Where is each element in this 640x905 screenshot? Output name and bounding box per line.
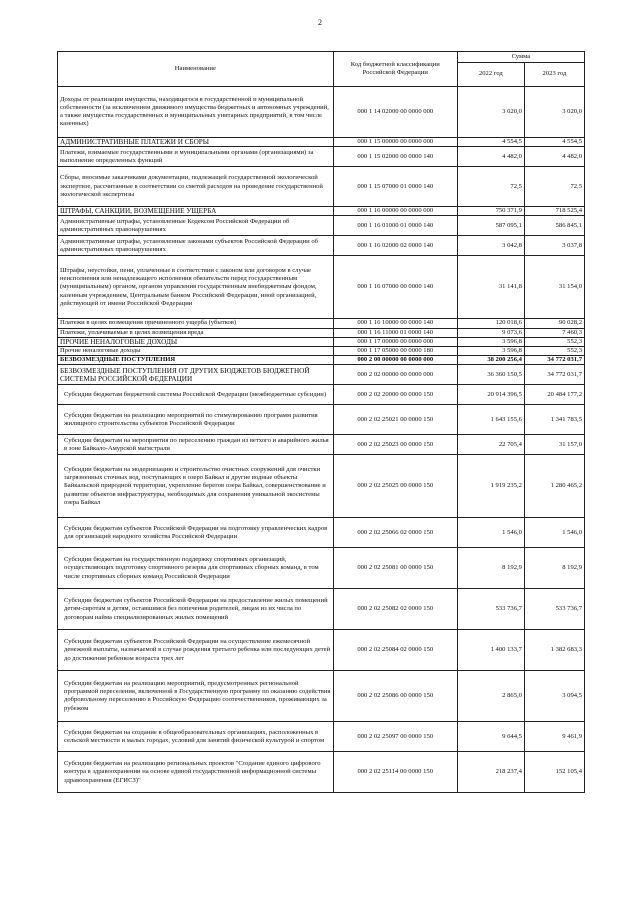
row-sum-2023: 31 154,0 bbox=[524, 256, 584, 319]
row-sum-2022: 3 020,0 bbox=[457, 87, 524, 138]
table-row bbox=[58, 328, 585, 337]
table-row bbox=[58, 589, 585, 630]
table-row bbox=[58, 405, 585, 435]
row-sum-2022: 1 546,0 bbox=[457, 518, 524, 548]
row-name: Субсидии бюджетам на реализацию региональных проектов "Создание единого цифрового контура в здравоохранении на основе единой государственной информационной системы здравоохранения (ЕГИСЗ)" bbox=[58, 752, 334, 793]
row-sum-2023: 8 192,9 bbox=[524, 548, 584, 589]
row-sum-2023: 34 772 031,7 bbox=[524, 356, 584, 365]
table-row bbox=[58, 347, 585, 356]
row-sum-2022: 36 360 150,5 bbox=[457, 365, 524, 385]
row-sum-2023: 20 484 177,2 bbox=[524, 385, 584, 405]
row-code: 000 1 15 02000 00 0000 140 bbox=[333, 147, 457, 167]
row-code: 000 2 02 25114 00 0000 150 bbox=[333, 752, 457, 793]
row-sum-2022: 533 736,7 bbox=[457, 589, 524, 630]
row-sum-2022: 8 192,9 bbox=[457, 548, 524, 589]
row-sum-2022: 72,5 bbox=[457, 167, 524, 207]
row-code: 000 2 02 25023 00 0000 150 bbox=[333, 435, 457, 455]
row-code: 000 2 02 25084 02 0000 150 bbox=[333, 630, 457, 671]
row-sum-2022: 2 865,0 bbox=[457, 671, 524, 722]
row-sum-2022: 9 073,6 bbox=[457, 328, 524, 337]
row-name: Доходы от реализации имущества, находящегося в государственной и муниципальной собственности (за исключением движимого имущества бюджетных и автономных учреждений, а также имущества государственных и муниципальных унитарных предприятий, в том числе казенных) bbox=[58, 87, 334, 138]
row-sum-2022: 31 141,8 bbox=[457, 256, 524, 319]
row-code: 000 2 02 25082 02 0000 150 bbox=[333, 589, 457, 630]
table-row bbox=[58, 236, 585, 256]
row-sum-2023: 34 772 031,7 bbox=[524, 365, 584, 385]
row-sum-2022: 120 018,6 bbox=[457, 319, 524, 328]
header-code: Код бюджетной классификации Российской Федерации bbox=[333, 52, 457, 87]
row-code: 000 2 02 25081 00 0000 150 bbox=[333, 548, 457, 589]
row-sum-2022: 38 200 256,4 bbox=[457, 356, 524, 365]
row-sum-2023: 3 020,0 bbox=[524, 87, 584, 138]
row-name: АДМИНИСТРАТИВНЫЕ ПЛАТЕЖИ И СБОРЫ bbox=[58, 138, 334, 147]
row-code: 000 2 02 25066 02 0000 150 bbox=[333, 518, 457, 548]
row-name: Субсидии бюджетам субъектов Российской Федерации на осуществление ежемесячной денежной выплаты, назначаемой в случае рождения третьего ребенка или последующих детей до достижения ребенком возраста трех лет bbox=[58, 630, 334, 671]
row-name: ШТРАФЫ, САНКЦИИ, ВОЗМЕЩЕНИЕ УЩЕРБА bbox=[58, 207, 334, 216]
row-sum-2022: 587 095,1 bbox=[457, 216, 524, 236]
row-name: Платежи, уплачиваемые в целях возмещения вреда bbox=[58, 328, 334, 337]
row-sum-2022: 20 914 396,5 bbox=[457, 385, 524, 405]
row-code: 000 2 02 20000 00 0000 150 bbox=[333, 385, 457, 405]
row-code: 000 2 02 25021 00 0000 150 bbox=[333, 405, 457, 435]
row-code: 000 1 15 00000 00 0000 000 bbox=[333, 138, 457, 147]
row-name: Административные штрафы, установленные законами субъектов Российской Федерации об административных правонарушениях bbox=[58, 236, 334, 256]
row-sum-2023: 552,3 bbox=[524, 337, 584, 346]
row-code: 000 1 17 00000 00 0000 000 bbox=[333, 337, 457, 346]
row-name: Платежи, взимаемые государственными и муниципальными органами (организациями) за выполнение определенных функций bbox=[58, 147, 334, 167]
row-name: Субсидии бюджетам на реализацию мероприятий, предусмотренных региональной программой переселения, включенной в Государственную программу по оказанию содействия добровольному переселению в Российскую Федерацию соотечественников, проживающих за рубежом bbox=[58, 671, 334, 722]
table-body bbox=[58, 87, 585, 793]
row-code: 000 2 02 25086 00 0000 150 bbox=[333, 671, 457, 722]
table-row bbox=[58, 722, 585, 752]
table-row bbox=[58, 87, 585, 138]
table-row bbox=[58, 518, 585, 548]
row-code: 000 2 00 00000 00 0000 000 bbox=[333, 356, 457, 365]
row-name: Субсидии бюджетам на реализацию мероприятий по стимулированию программ развития жилищного строительства субъектов Российской Федерации bbox=[58, 405, 334, 435]
row-sum-2022: 4 482,0 bbox=[457, 147, 524, 167]
row-code: 000 2 02 25097 00 0000 150 bbox=[333, 722, 457, 752]
page-number: 2 bbox=[318, 18, 322, 27]
row-sum-2023: 3 094,5 bbox=[524, 671, 584, 722]
row-name: Субсидии бюджетам на создание в общеобразовательных организациях, расположенных в сельской местности и малых городах, условий для занятий физической культурой и спортом bbox=[58, 722, 334, 752]
row-name: Штрафы, неустойки, пени, уплаченные в соответствии с законом или договором в случае неисполнения или ненадлежащего исполнения обязательств перед государственным (муниципальным) органом, органом управления государственным внебюджетным фондом, казенным учреждением, Центральным банком Российской Федерации, иной организацией, действующей от имени Российской Федерации bbox=[58, 256, 334, 319]
row-sum-2023: 7 460,3 bbox=[524, 328, 584, 337]
row-code: 000 1 15 07000 01 0000 140 bbox=[333, 167, 457, 207]
row-code: 000 1 16 00000 00 0000 000 bbox=[333, 207, 457, 216]
row-name: БЕЗВОЗМЕЗДНЫЕ ПОСТУПЛЕНИЯ bbox=[58, 356, 334, 365]
table-row bbox=[58, 455, 585, 518]
header-year-2022: 2022 год bbox=[457, 63, 524, 87]
budget-table bbox=[57, 51, 585, 793]
table-row bbox=[58, 216, 585, 236]
row-code: 000 2 02 00000 00 0000 000 bbox=[333, 365, 457, 385]
table-row bbox=[58, 356, 585, 365]
row-sum-2023: 90 028,2 bbox=[524, 319, 584, 328]
row-name: Субсидии бюджетам бюджетной системы Российской Федерации (межбюджетные субсидии) bbox=[58, 385, 334, 405]
row-name: Субсидии бюджетам субъектов Российской Федерации на подготовку управленческих кадров для организаций народного хозяйства Российской Федерации bbox=[58, 518, 334, 548]
row-sum-2023: 1 546,0 bbox=[524, 518, 584, 548]
table-row bbox=[58, 337, 585, 346]
table-row bbox=[58, 365, 585, 385]
row-sum-2023: 4 482,0 bbox=[524, 147, 584, 167]
row-sum-2023: 1 280 465,2 bbox=[524, 455, 584, 518]
row-sum-2023: 31 157,0 bbox=[524, 435, 584, 455]
row-name: Субсидии бюджетам на государственную поддержку спортивных организаций, осуществляющих подготовку спортивного резерва для спортивных сборных команд, в том числе спортивных сборных команд Российской Федерации bbox=[58, 548, 334, 589]
row-code: 000 1 14 02000 00 0000 000 bbox=[333, 87, 457, 138]
row-code: 000 1 16 10000 00 0000 140 bbox=[333, 319, 457, 328]
row-name: Прочие неналоговые доходы bbox=[58, 347, 334, 356]
row-sum-2023: 1 382 683,3 bbox=[524, 630, 584, 671]
row-sum-2022: 3 042,8 bbox=[457, 236, 524, 256]
row-sum-2022: 3 596,8 bbox=[457, 347, 524, 356]
row-sum-2023: 533 736,7 bbox=[524, 589, 584, 630]
row-name: ПРОЧИЕ НЕНАЛОГОВЫЕ ДОХОДЫ bbox=[58, 337, 334, 346]
row-sum-2022: 22 705,4 bbox=[457, 435, 524, 455]
header-year-2023: 2023 год bbox=[524, 63, 584, 87]
table-row bbox=[58, 671, 585, 722]
table-row bbox=[58, 752, 585, 793]
row-sum-2023: 72,5 bbox=[524, 167, 584, 207]
table-row bbox=[58, 319, 585, 328]
row-sum-2023: 3 037,8 bbox=[524, 236, 584, 256]
row-sum-2023: 718 525,4 bbox=[524, 207, 584, 216]
row-sum-2022: 4 554,5 bbox=[457, 138, 524, 147]
row-sum-2023: 552,3 bbox=[524, 347, 584, 356]
table-row bbox=[58, 167, 585, 207]
row-sum-2022: 1 400 133,7 bbox=[457, 630, 524, 671]
row-name: Сборы, вносимые заказчиками документации, подлежащей государственной экологической экспертизе, рассчитанные в соответствии со сметой расходов на проведение государственной экологической экспертизы bbox=[58, 167, 334, 207]
row-code: 000 1 16 07000 00 0000 140 bbox=[333, 256, 457, 319]
row-code: 000 1 16 01000 01 0000 140 bbox=[333, 216, 457, 236]
table-row bbox=[58, 548, 585, 589]
row-sum-2023: 152 105,4 bbox=[524, 752, 584, 793]
row-sum-2023: 9 461,9 bbox=[524, 722, 584, 752]
row-sum-2022: 3 596,8 bbox=[457, 337, 524, 346]
row-name: БЕЗВОЗМЕЗДНЫЕ ПОСТУПЛЕНИЯ ОТ ДРУГИХ БЮДЖЕТОВ БЮДЖЕТНОЙ СИСТЕМЫ РОССИЙСКОЙ ФЕДЕРАЦИИ bbox=[58, 365, 334, 385]
row-sum-2022: 9 644,5 bbox=[457, 722, 524, 752]
row-code: 000 1 16 02000 02 0000 140 bbox=[333, 236, 457, 256]
table-row bbox=[58, 256, 585, 319]
row-sum-2022: 218 237,4 bbox=[457, 752, 524, 793]
row-sum-2023: 1 341 783,5 bbox=[524, 405, 584, 435]
table-row bbox=[58, 147, 585, 167]
row-sum-2023: 586 845,1 bbox=[524, 216, 584, 236]
row-code: 000 1 17 05000 00 0000 180 bbox=[333, 347, 457, 356]
row-name: Субсидии бюджетам на мероприятия по переселению граждан из ветхого и аварийного жилья в зоне Байкало-Амурской магистрали bbox=[58, 435, 334, 455]
header-name: Наименование bbox=[58, 52, 334, 87]
row-code: 000 2 02 25025 00 0000 150 bbox=[333, 455, 457, 518]
row-name: Платежи в целях возмещения причиненного ущерба (убытков) bbox=[58, 319, 334, 328]
table-row bbox=[58, 435, 585, 455]
row-sum-2022: 750 371,9 bbox=[457, 207, 524, 216]
row-name: Административные штрафы, установленные Кодексом Российской Федерации об административных правонарушениях bbox=[58, 216, 334, 236]
row-name: Субсидии бюджетам на модернизацию и строительство очистных сооружений для очистки загрязненных сточных вод, поступающих в озеро Байкал и другие водные объекты Байкальской природной территории, укрепление берегов озера Байкал, совершенствование и развитие объектов инфраструктуры, необходимых для сохранения уникальной экосистемы озера Байкал bbox=[58, 455, 334, 518]
row-name: Субсидии бюджетам субъектов Российской Федерации на предоставление жилых помещений детям-сиротам и детям, оставшимся без попечения родителей, лицам из их числа по договорам найма специализированных жилых помещений bbox=[58, 589, 334, 630]
row-sum-2023: 4 554,5 bbox=[524, 138, 584, 147]
table-row bbox=[58, 630, 585, 671]
row-code: 000 1 16 11000 01 0000 140 bbox=[333, 328, 457, 337]
row-sum-2022: 1 643 155,6 bbox=[457, 405, 524, 435]
table-row bbox=[58, 385, 585, 405]
table-row bbox=[58, 138, 585, 147]
header-sum: Сумма bbox=[457, 52, 584, 63]
row-sum-2022: 1 919 235,2 bbox=[457, 455, 524, 518]
table-row bbox=[58, 207, 585, 216]
